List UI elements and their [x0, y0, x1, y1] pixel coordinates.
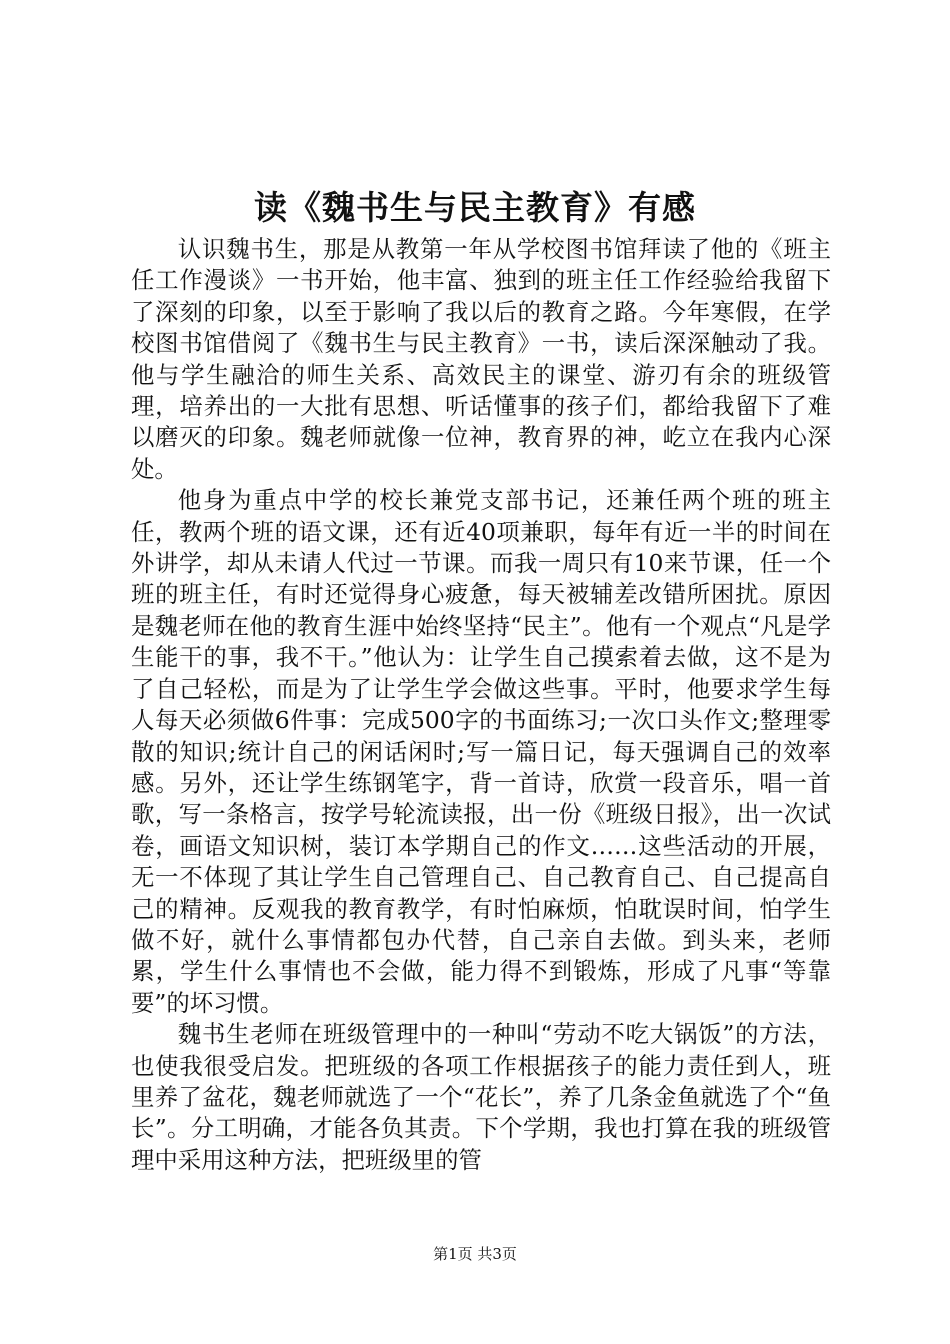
- document-body: [131, 234, 831, 1176]
- paragraph-2: 他身为重点中学的校长兼党支部书记，还兼任两个班的班主任，教两个班的语文课，还有近40项兼职，每年有近一半的时间在外讲学，却从未请人代过一节课。而我一周只有10来节课，任一个班的班主任，有时还觉得身心疲惫，每天被辅差改错所困扰。原因是魏老师在他的教育生涯中始终坚持“民主”。他有一个观点“凡是学生能干的事，我不干。”他认为：让学生自己摸索着去做，这不是为了自己轻松，而是为了让学生学会做这些事。平时，他要求学生每人每天必须做6件事：完成500字的书面练习;一次口头作文;整理零散的知识;统计自己的闲话闲时;写一篇日记，每天强调自己的效率感。另外，还让学生练钢笔字，背一首诗，欣赏一段音乐，唱一首歌，写一条格言，按学号轮流读报，出一份《班级日报》，出一次试卷，画语文知识树，装订本学期自己的作文……这些活动的开展，无一不体现了其让学生自己管理自己、自己教育自己、自己提高自己的精神。反观我的教育教学，有时怕麻烦，怕耽误时间，怕学生做不好，就什么事情都包办代替，自己亲自去做。到头来，老师累，学生什么事情也不会做，能力得不到锻炼，形成了凡事“等靠要”的坏习惯。: [131, 486, 831, 1017]
- page-footer: 第1页 共3页: [433, 1245, 517, 1263]
- document-title: 读《魏书生与民主教育》有感: [254, 188, 696, 227]
- paragraph-3: 魏书生老师在班级管理中的一种叫“劳动不吃大锅饭”的方法，也使我很受启发。把班级的各项工作根据孩子的能力责任到人，班里养了盆花，魏老师就选了一个“花长”，养了几条金鱼就选了个“鱼长”。分工明确，才能各负其责。下个学期，我也打算在我的班级管理中采用这种方法，把班级里的管: [131, 1020, 831, 1174]
- paragraph-1: 认识魏书生，那是从教第一年从学校图书馆拜读了他的《班主任工作漫谈》一书开始，他丰富、独到的班主任工作经验给我留下了深刻的印象，以至于影响了我以后的教育之路。今年寒假，在学校图书馆借阅了《魏书生与民主教育》一书，读后深深触动了我。他与学生融洽的师生关系、高效民主的课堂、游刃有余的班级管理，培养出的一大批有思想、听话懂事的孩子们，都给我留下了难以磨灭的印象。魏老师就像一位神，教育界的神，屹立在我内心深处。: [131, 235, 831, 483]
